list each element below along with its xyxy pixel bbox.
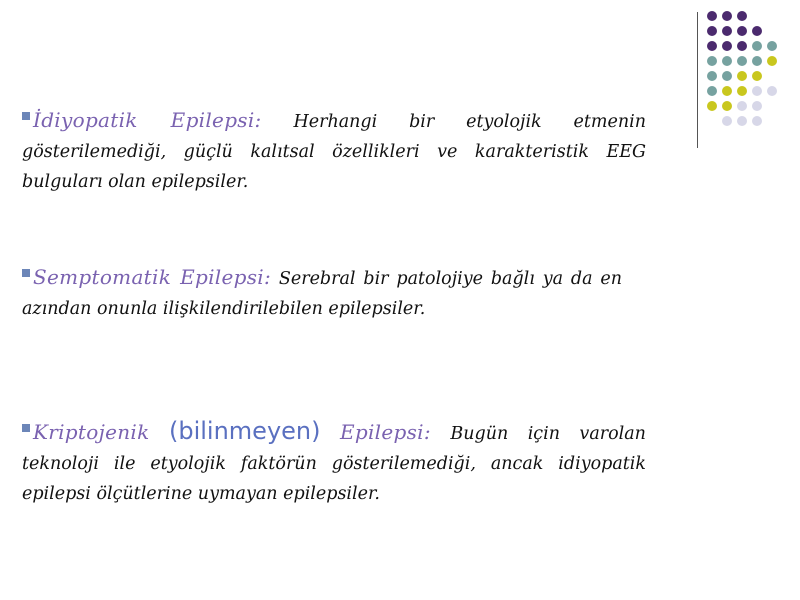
- decorative-dot: [767, 41, 777, 51]
- decorative-dot: [737, 71, 747, 81]
- decorative-dot: [737, 116, 747, 126]
- term-parenthetical: (bilinmeyen): [168, 417, 321, 445]
- bullet-icon: [22, 424, 30, 432]
- decorative-dot: [722, 11, 732, 21]
- term-heading-suffix: Epilepsi:: [339, 420, 431, 444]
- decorative-dot: [752, 86, 762, 96]
- decorative-dot: [722, 71, 732, 81]
- decorative-dot: [707, 71, 717, 81]
- decorative-dot: [707, 26, 717, 36]
- term-heading: İdiyopatik Epilepsi:: [33, 108, 262, 132]
- decorative-dot: [722, 41, 732, 51]
- definition-text: Serebral bir patolojiye bağlı ya da en azından onunla ilişkilendirilebilen epilepsiler.: [22, 269, 622, 319]
- decorative-dot: [722, 56, 732, 66]
- definition-text: Bugün için varolan teknoloji ile etyolojik faktörün gösterilemediği, ancak idiyopatik epilepsi ölçütlerine uymayan epilepsiler.: [22, 424, 646, 504]
- decorative-dot: [737, 56, 747, 66]
- decorative-dot: [752, 101, 762, 111]
- decorative-dot: [722, 86, 732, 96]
- decorative-dot: [737, 41, 747, 51]
- decorative-dot: [737, 86, 747, 96]
- decorative-dot: [767, 56, 777, 66]
- bullet-icon: [22, 269, 30, 277]
- term-heading: Kriptojenik: [33, 420, 150, 444]
- decorative-dot: [737, 11, 747, 21]
- decorative-dot: [722, 26, 732, 36]
- paragraph-cryptogenic: [22, 416, 646, 509]
- term-heading: Semptomatik Epilepsi:: [33, 265, 271, 289]
- divider-line: [697, 12, 698, 148]
- decorative-dot: [707, 86, 717, 96]
- decorative-dot: [767, 86, 777, 96]
- decorative-dot: [707, 11, 717, 21]
- paragraph-symptomatic: [22, 262, 622, 324]
- paragraph-idiopathic: [22, 105, 646, 197]
- decorative-dot: [707, 56, 717, 66]
- decorative-dot: [707, 41, 717, 51]
- decorative-dot: [752, 26, 762, 36]
- definition-text: Herhangi bir etyolojik etmenin gösterilemediği, güçlü kalıtsal özellikleri ve karakteristik EEG bulguları olan epilepsiler.: [22, 112, 646, 192]
- decorative-dot: [752, 56, 762, 66]
- decorative-dot: [722, 116, 732, 126]
- decorative-dot-grid: [707, 11, 800, 131]
- decorative-dot: [752, 116, 762, 126]
- bullet-icon: [22, 112, 30, 120]
- decorative-dot: [752, 41, 762, 51]
- decorative-dot: [737, 101, 747, 111]
- decorative-dot: [707, 101, 717, 111]
- decorative-dot: [722, 101, 732, 111]
- decorative-dot: [752, 71, 762, 81]
- decorative-dot: [737, 26, 747, 36]
